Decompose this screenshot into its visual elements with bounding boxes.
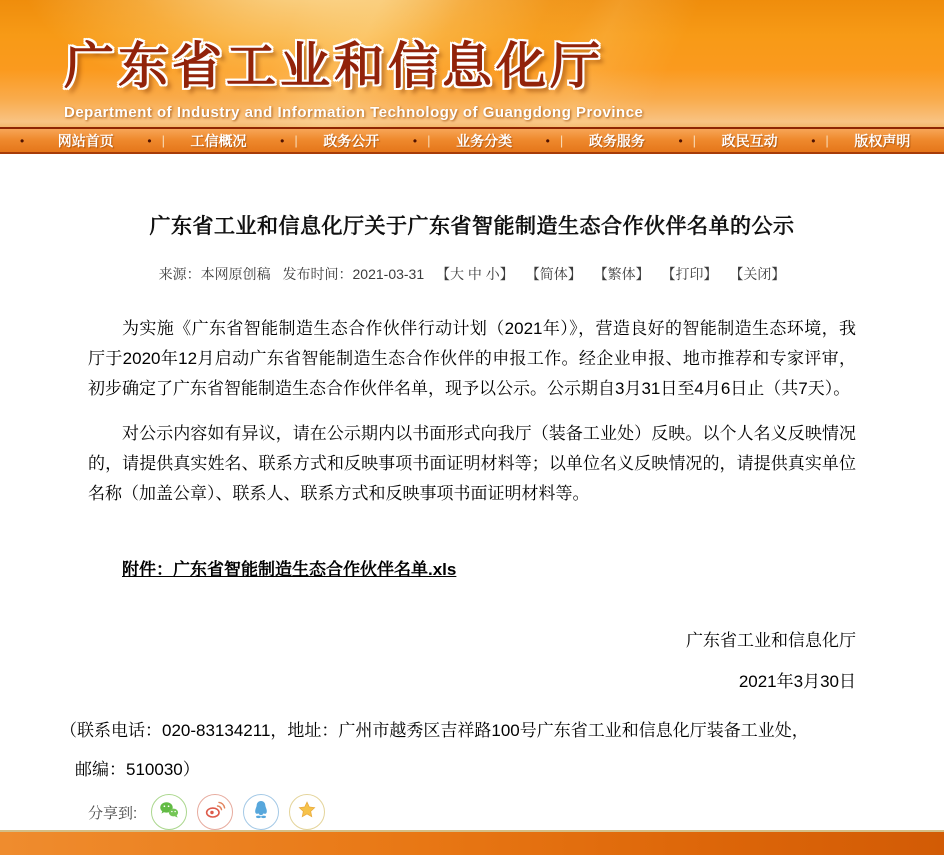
nav-item-business-category[interactable]: 业务分类 bbox=[456, 132, 513, 149]
article-title: 广东省工业和信息化厅关于广东省智能制造生态合作伙伴名单的公示 bbox=[149, 215, 795, 238]
nav-group bbox=[433, 131, 536, 151]
banner-inner bbox=[0, 0, 643, 121]
nav-group bbox=[34, 131, 137, 151]
nav-bullet: • bbox=[147, 133, 152, 148]
site-banner bbox=[0, 0, 944, 127]
close-button[interactable]: 【关闭】 bbox=[729, 266, 786, 282]
nav-item-public-interaction[interactable]: 政民互动 bbox=[721, 132, 778, 149]
signature-org: 广东省工业和信息化厅 bbox=[686, 631, 856, 650]
article-publish-date: 发布时间：2021-03-31 bbox=[282, 266, 425, 282]
nav-separator: | bbox=[427, 133, 431, 148]
share-label: 分享到: bbox=[88, 804, 138, 822]
wechat-icon bbox=[156, 797, 182, 828]
nav-bullet: • bbox=[678, 133, 683, 148]
nav-group bbox=[831, 131, 934, 151]
nav-bullet: • bbox=[811, 133, 816, 148]
nav-group bbox=[565, 131, 668, 151]
nav-group bbox=[300, 131, 403, 151]
nav-item-gov-services[interactable]: 政务服务 bbox=[588, 132, 645, 149]
nav-item-overview[interactable]: 工信概况 bbox=[190, 132, 247, 149]
share-wechat-button[interactable] bbox=[151, 794, 187, 830]
nav-item-copyright[interactable]: 版权声明 bbox=[854, 132, 911, 149]
share-qq-button[interactable] bbox=[243, 794, 279, 830]
article-source: 来源：本网原创稿 bbox=[158, 266, 271, 282]
nav-item-gov-disclosure[interactable]: 政务公开 bbox=[323, 132, 380, 149]
attachment-link[interactable]: 附件：广东省智能制造生态合作伙伴名单.xls bbox=[122, 560, 457, 579]
site-title: 广东省工业和信息化厅 bbox=[64, 38, 604, 94]
footer-bar bbox=[0, 830, 944, 855]
signature-block bbox=[88, 626, 856, 692]
contact-info-line1: （联系电话：020-83134211，地址：广州市越秀区吉祥路100号广东省工业和信息化厅装备工业处， bbox=[60, 721, 809, 740]
share-favorite-button[interactable] bbox=[289, 794, 325, 830]
nav-separator: | bbox=[559, 133, 564, 148]
article-meta bbox=[0, 264, 944, 284]
weibo-icon bbox=[202, 797, 228, 828]
nav-item-home[interactable]: 网站首页 bbox=[57, 132, 114, 149]
qq-icon bbox=[248, 797, 274, 828]
star-icon bbox=[294, 797, 320, 828]
print-button[interactable]: 【打印】 bbox=[661, 266, 718, 282]
nav-separator: | bbox=[692, 133, 697, 148]
article-content bbox=[0, 154, 944, 830]
site-subtitle-english: Department of Industry and Information Technology of Guangdong Province bbox=[64, 104, 644, 121]
nav-bullet: • bbox=[545, 133, 550, 148]
nav-bullet: • bbox=[280, 133, 285, 148]
nav-bullet: • bbox=[412, 133, 418, 148]
contact-info-line2: 邮编：510030） bbox=[75, 760, 200, 779]
article-paragraph: 为实施《广东省智能制造生态合作伙伴行动计划（2021年）》，营造良好的智能制造生态环境，我厅于2020年12月启动广东省智能制造生态合作伙伴的申报工作。经企业申报、地市推荐和专家评审，初步确定了广东省智能制造生态合作伙伴名单，现予以公示。公示期自3月31日至4月6日止（共7天）。 bbox=[88, 319, 856, 398]
article-paragraph: 对公示内容如有异议，请在公示期内以书面形式向我厅（装备工业处）反映。以个人名义反映情况的，请提供真实姓名、联系方式和反映事项书面证明材料等；以单位名义反映情况的，请提供真实单位名称（加盖公章）、联系人、联系方式和反映事项书面证明材料等。 bbox=[88, 424, 856, 503]
nav-separator: | bbox=[825, 133, 829, 148]
share-row bbox=[88, 794, 944, 830]
main-nav bbox=[0, 127, 944, 154]
nav-separator: | bbox=[161, 133, 165, 148]
attachment-row bbox=[88, 555, 856, 580]
nav-separator: | bbox=[294, 133, 298, 148]
nav-group bbox=[167, 131, 270, 151]
share-weibo-button[interactable] bbox=[197, 794, 233, 830]
nav-bullet: • bbox=[20, 133, 25, 148]
signature-date: 2021年3月30日 bbox=[738, 672, 856, 691]
traditional-chinese-button[interactable]: 【繁体】 bbox=[593, 266, 650, 282]
nav-group bbox=[698, 131, 801, 151]
simplified-chinese-button[interactable]: 【简体】 bbox=[525, 266, 582, 282]
font-size-control[interactable]: 【大 中 小】 bbox=[436, 266, 514, 282]
